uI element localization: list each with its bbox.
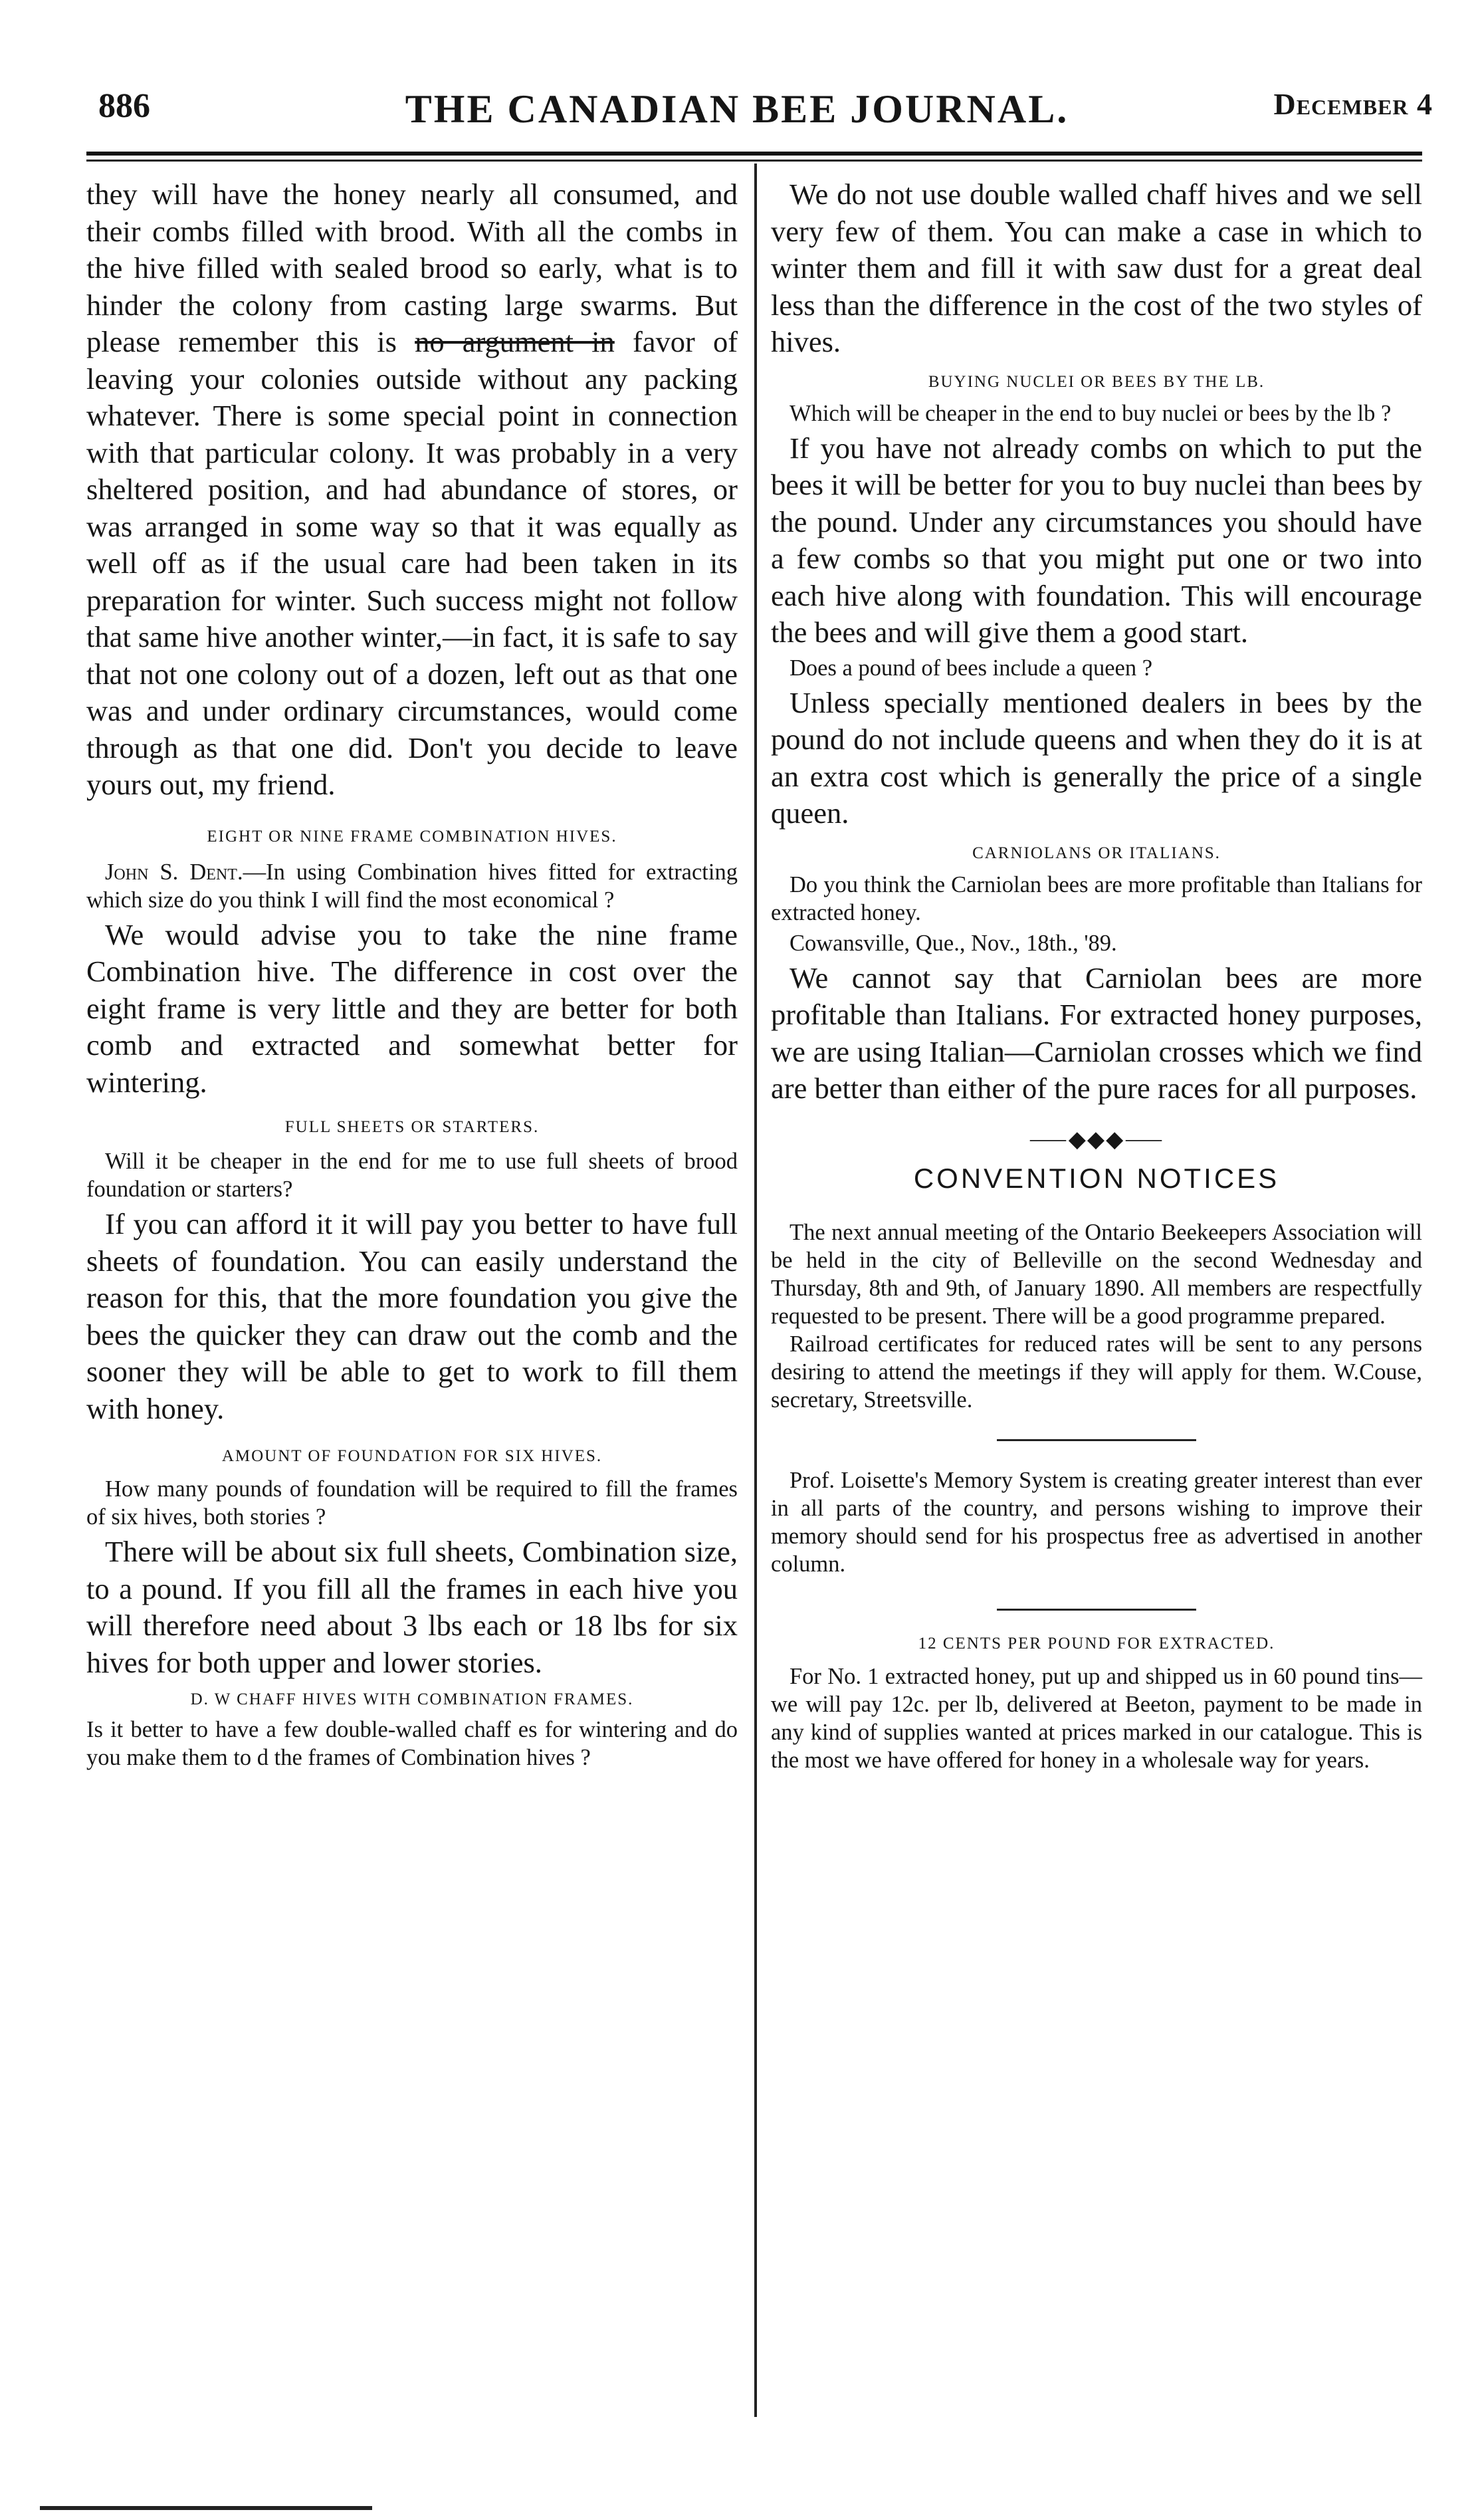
section-heading-carniolans: CARNIOLANS OR ITALIANS. [972, 844, 1221, 862]
question-text: —In using Combination hives fitted for extracting which size do you think I will find the most economical ? [86, 859, 738, 913]
continued-text-part1: they will have the honey nearly all consumed, and their combs filled with brood. With all the combs in the hive filled with sealed brood so early, what is to hinder the colony from casting large swarms. But please remember this is [86, 177, 738, 358]
struck-text: no argument in [415, 325, 615, 358]
section-heading-chaff-hives: D. W CHAFF HIVES WITH COMBINATION FRAMES. [190, 1690, 634, 1708]
answer-nuclei: If you have not already combs on which to put the bees it will be better for you to buy nuclei than bees by the pound. Under any circumstances you should have a few combs so that you might put one or two into each hive along with foundation. This will encourage the bees and will give them a good start. [771, 431, 1422, 649]
section-heading-extracted-price: 12 CENTS PER POUND FOR EXTRACTED. [918, 1634, 1275, 1653]
footer-rule [40, 2506, 372, 2510]
section-heading-nuclei: BUYING NUCLEI OR BEES BY THE LB. [928, 372, 1265, 391]
question-queen: Does a pound of bees include a queen ? [790, 655, 1153, 681]
question-author: John S. Dent. [105, 859, 243, 885]
convention-notice-meeting: The next annual meeting of the Ontario Beekeepers Association will be held in the city of Belleville on the second Wednesday and Thursday, 8th and 9th, of January 1890. All members are respectfully requested to be present. There will be a good programme prepared. [771, 1219, 1422, 1329]
ornament-divider: ⸺◆◆◆⸺ [1029, 1127, 1164, 1152]
column-divider [754, 164, 757, 2417]
question-frame-hives [86, 858, 738, 914]
answer-queen: Unless specially mentioned dealers in bees by the pound do not include queens and when they do it is at an extra cost which is generally the price of a single queen. [771, 685, 1422, 830]
header-rule-thick [86, 152, 1422, 156]
question-foundation-amount: How many pounds of foundation will be required to fill the frames of six hives, both stories ? [86, 1476, 738, 1530]
memory-system-advertisement: Prof. Loisette's Memory System is creating greater interest than ever in all parts of the country, and persons wishing to improve their memory should send for his prospectus free as advertised in another column. [771, 1467, 1422, 1577]
continued-text-part2: favor of leaving your colonies outside without any packing whatever. There is some special point in connection with that particular colony. It was probably in a very sheltered position, and had abundance of stores, or was arranged in some way so that it was equally as well off as if the usual care had been taken in its preparation for winter. Such success might not follow that same hive another winter,—in fact, it is safe to say that not one colony out of a dozen, left out as that one was and under ordinary circumstances, would come through as that one did. Don't you decide to leave yours out, my friend. [86, 325, 738, 801]
right-column [771, 176, 1422, 1774]
answer-foundation-amount: There will be about six full sheets, Combination size, to a pound. If you fill all the frames in each hive you will therefore need about 3 lbs each or 18 lbs for six hives for both upper and lower stories. [86, 1535, 738, 1679]
notice-separator [997, 1439, 1196, 1441]
question-carniolans: Do you think the Carniolan bees are more profitable than Italians for extracted honey. [771, 871, 1422, 925]
page-number: 886 [98, 87, 150, 125]
extracted-honey-offer: For No. 1 extracted honey, put up and shipped us in 60 pound tins—we will pay 12c. per lb, delivered at Beeton, payment to be made in any kind of supplies wanted at prices marked in our catalogue. This is the most we have offered for honey in a wholesale way for years. [771, 1663, 1422, 1773]
section-heading-full-sheets: FULL SHEETS OR STARTERS. [284, 1118, 540, 1136]
section-heading-foundation-amount: AMOUNT OF FOUNDATION FOR SIX HIVES. [221, 1447, 603, 1465]
continued-paragraph [86, 176, 738, 804]
answer-chaff-hives: We do not use double walled chaff hives and we sell very few of them. You can make a case in which to winter them and fill it with saw dust for a great deal less than the difference in the cost of the two styles of hives. [771, 177, 1422, 358]
answer-carniolans: We cannot say that Carniolan bees are more profitable than Italians. For extracted honey purposes, we are using Italian—Carniolan crosses which we find are better than either of the pure races for all purposes. [771, 961, 1422, 1105]
question-full-sheets: Will it be cheaper in the end for me to use full sheets of brood foundation or starters? [86, 1149, 738, 1202]
question-chaff-hives: Is it better to have a few double-walled chaff es for wintering and do you make them to d the frames of Combination hives ? [86, 1717, 738, 1770]
question-signature: Cowansville, Que., Nov., 18th., '89. [790, 930, 1117, 956]
question-nuclei: Which will be cheaper in the end to buy nuclei or bees by the lb ? [790, 400, 1392, 426]
issue-date: December 4 [1273, 87, 1433, 121]
answer-full-sheets: If you can afford it it will pay you better to have full sheets of foundation. You can easily understand the reason for this, that the more foundation you give the bees the quicker they can draw out the comb and the sooner they will be able to get to work to fill them with honey. [86, 1207, 738, 1425]
convention-notices-title: CONVENTION NOTICES [913, 1162, 1280, 1194]
answer-frame-hives: We would advise you to take the nine frame Combination hive. The difference in cost over the eight frame is very little and they are better for both comb and extracted and somewhat better for wintering. [86, 917, 738, 1099]
advertisement-separator [997, 1609, 1196, 1611]
header-rule-thin [86, 160, 1422, 162]
section-heading-frame-hives: EIGHT OR NINE FRAME COMBINATION HIVES. [207, 827, 617, 846]
journal-title: THE CANADIAN BEE JOURNAL. [405, 87, 1069, 131]
convention-notice-railroad: Railroad certificates for reduced rates will be sent to any persons desiring to attend the meetings if they will apply for them. W.Couse, secretary, Streetsville. [771, 1331, 1422, 1413]
left-column [86, 176, 738, 1772]
